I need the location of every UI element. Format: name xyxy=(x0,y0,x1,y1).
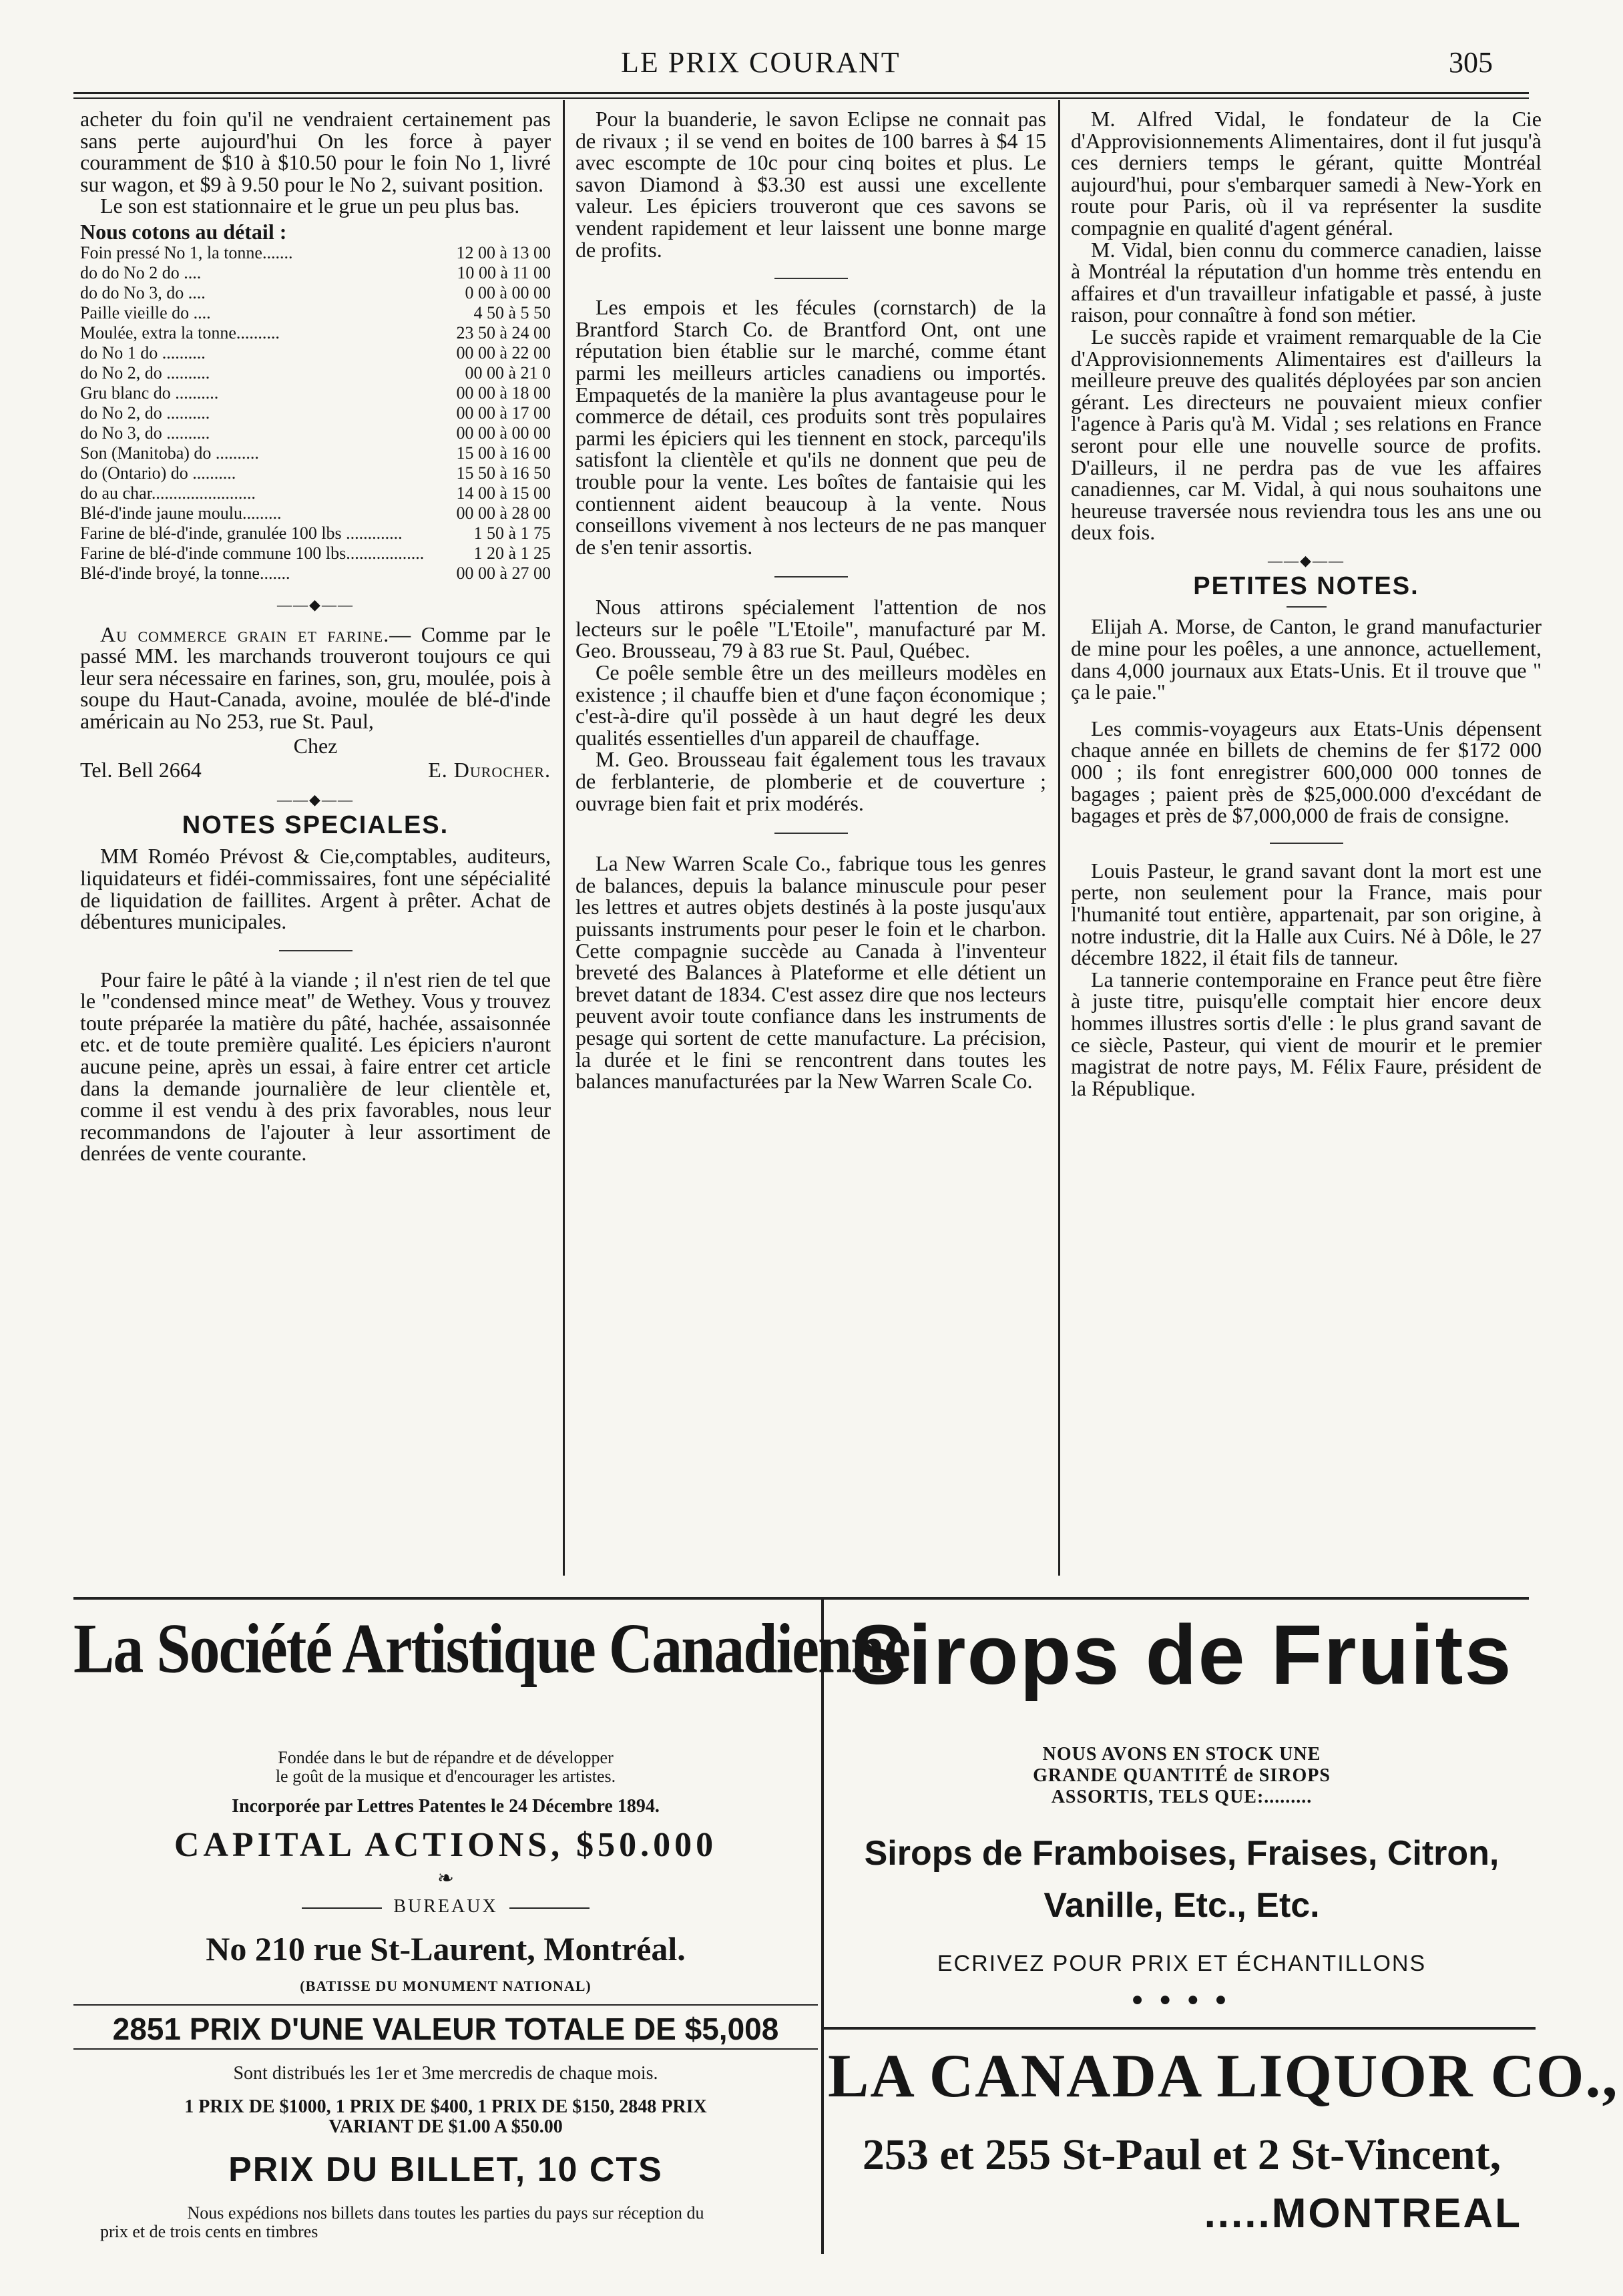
tannery-note: La tannerie contemporaine en France peut être fière à juste titre, puisqu'elle comptait hier encore deux hommes illustres sortis d'elle : le plus grand savant de ce siècle, Pasteur, qui vient de mourir et le premier magistrat de notre pays, M. Félix Faure, président de la République. xyxy=(1071,967,1542,1100)
price-row xyxy=(80,483,551,503)
price-value: 00 00 à 17 00 xyxy=(456,403,551,423)
commerce-text: Comme par le passé MM. les marchands trouveront toujours ce qui leur sera nécessaire en farines, son, gru, moulée, pois à soupe du Haut-Canada, avoine, moulée de blé-d'inde américain au No 253, rue St. Paul, xyxy=(80,622,551,733)
price-row xyxy=(80,303,551,323)
price-item: do No 1 do .......... xyxy=(80,342,206,363)
price-item: Blé-d'inde jaune moulu......... xyxy=(80,503,282,523)
ad-right-stock-3: ASSORTIS, TELS QUE:......... xyxy=(1051,1787,1313,1807)
header-rule-thin xyxy=(73,97,1529,99)
ad-right-company-address: 253 et 255 St-Paul et 2 St-Vincent, xyxy=(862,2130,1501,2179)
column-2 xyxy=(575,108,1046,1092)
price-row xyxy=(80,383,551,403)
price-row xyxy=(80,523,551,543)
ad-left-building: (BATISSE DU MONUMENT NATIONAL) xyxy=(300,1978,592,1994)
ad-left-draws: Sont distribués les 1er et 3me mercredis de chaque mois. xyxy=(233,2063,658,2084)
price-row xyxy=(80,443,551,463)
header-rule xyxy=(73,92,1529,94)
ad-left-incorporated: Incorporée par Lettres Patentes le 24 Décembre 1894. xyxy=(232,1796,660,1817)
publication-title: LE PRIX COURANT xyxy=(621,46,901,79)
ad-right-stock-2: GRANDE QUANTITÉ de SIROPS xyxy=(1033,1765,1331,1786)
ad-right-title: Sirops de Fruits xyxy=(851,1608,1513,1702)
price-value: 00 00 à 27 00 xyxy=(456,563,551,583)
ad-right-flavors-1: Sirops de Framboises, Fraises, Citron, xyxy=(864,1834,1499,1873)
notes-speciales-heading: NOTES SPECIALES. xyxy=(182,811,449,839)
price-value: 00 00 à 28 00 xyxy=(456,503,551,523)
ad-left-prizes-line-1: 1 PRIX DE $1000, 1 PRIX DE $400, 1 PRIX DE $150, 2848 PRIX xyxy=(184,2096,707,2117)
price-row xyxy=(80,283,551,303)
price-value: 4 50 à 5 50 xyxy=(473,302,551,322)
page-number: 305 xyxy=(1449,46,1493,79)
starch-article: Les empois et les fécules (cornstarch) de la Brantford Starch Co. de Brantford Ont, ont une réputation bien établie sur le marché, comme étant parmi les meilleurs articles canadiens ou importés. Empaquetés de la manière la plus avantageuse pour le commerce de détail, ces produits sont très populaires parmi les épiciers qui les tiennent en stock, parcequ'ils satisfont la clientèle et qu'ils ne donnent que peu de trouble pour la vente. Les boîtes de fantaisie qui les contiennent aident beaucoup à la vente. Nous conseillons vivement à nos lecteurs de ne pas manquer de s'en tenir assortis. xyxy=(575,295,1046,559)
price-item: do (Ontario) do .......... xyxy=(80,463,236,483)
stove-article-2: Ce poêle semble être un des meilleurs modèles en existence ; il chauffe bien et d'une façon économique ; c'est-à-dire qu'il possède à un haut degré les deux qualités essentielles d'un appareil de chauffage. xyxy=(575,660,1046,750)
ornament-divider: ——◆—— xyxy=(277,790,354,808)
short-rule xyxy=(279,950,353,951)
price-value: 23 50 à 24 00 xyxy=(456,322,551,342)
price-value: 00 00 à 22 00 xyxy=(456,342,551,363)
price-value: 15 00 à 16 00 xyxy=(456,443,551,463)
price-row xyxy=(80,243,551,263)
soap-article: Pour la buanderie, le savon Eclipse ne connait pas de rivaux ; il se vend en boites de 100 barres à $4 15 avec escompte de 10c pour cinq boites et plus. Le savon Diamond à $3.30 est aussi une excellente valeur. Les épiciers trouveront que ces savons se vendent rapidement et leur laissent une bonne marge de profits. xyxy=(575,107,1046,262)
ad-left-rule xyxy=(73,2048,818,2050)
pasteur-note: Louis Pasteur, le grand savant dont la mort est une perte, non seulement pour la France, mais pour l'humanité tout entière, appartenait, par son origine, à notre industrie, dit la Halle aux Cuirs. Né à Dôle, le 27 décembre 1822, il était fils de tanneur. xyxy=(1071,858,1542,970)
short-rule xyxy=(774,278,848,279)
ad-left-shipping-1: Nous expédions nos billets dans toutes les parties du pays sur réception du xyxy=(187,2203,704,2223)
vidal-article-2: M. Vidal, bien connu du commerce canadien, laisse à Montréal la réputation d'un homme très entendu en affaires et d'un travailleur infatigable et passé, à juste raison, pour connaître à fond son métier. xyxy=(1071,237,1542,327)
price-row xyxy=(80,463,551,483)
ad-left-capital: CAPITAL ACTIONS, $50.000 xyxy=(174,1826,718,1864)
short-rule xyxy=(774,576,848,578)
ad-left-bureaux: BUREAUX xyxy=(393,1896,498,1917)
price-value: 12 00 à 13 00 xyxy=(456,242,551,262)
ad-right-city: .....MONTREAL xyxy=(1204,2191,1522,2237)
bran-text: Le son est stationnaire et le grue un peu plus bas. xyxy=(100,194,520,218)
ornament-divider: ——◆—— xyxy=(1268,551,1345,569)
price-item: do No 2, do .......... xyxy=(80,403,210,423)
ad-right-bullets: ● ● ● ● xyxy=(1131,1988,1232,2010)
price-value: 00 00 à 18 00 xyxy=(456,383,551,403)
ad-left-title: La Société Artistique Canadienne xyxy=(73,1609,910,1688)
price-item: Foin pressé No 1, la tonne....... xyxy=(80,242,293,262)
price-item: do do No 3, do .... xyxy=(80,282,206,302)
short-rule xyxy=(774,833,848,834)
stove-article: Nous attirons spécialement l'attention de nos lecteurs sur le poêle "L'Etoile", manufacturé par M. Geo. Brousseau, 79 à 83 rue St. Paul, Québec. xyxy=(575,595,1046,663)
vidal-article-3: Le succès rapide et vraiment remarquable de la Cie d'Approvisionnements Alimentaires est d'ailleurs la meilleure preuve des qualités déployées par son ancien gérant. Les directeurs ne pouvaient mieux confier l'agence à Paris qu'à M. Vidal ; ses relations en France seront pour elle une nouvelle source de profits. D'ailleurs, il ne perdra pas de vue les affaires canadiennes, car M. Vidal, à qui nous souhaitons une heureuse traversée nous reviendra tous les ans une ou deux fois. xyxy=(1071,324,1542,545)
ornament-divider: ——◆—— xyxy=(277,596,354,613)
ad-left-rule xyxy=(73,2004,818,2006)
column-divider-2 xyxy=(1058,100,1060,1576)
price-table xyxy=(80,243,551,584)
price-row xyxy=(80,503,551,523)
bureaux-rule-left xyxy=(302,1907,382,1909)
price-row xyxy=(80,563,551,584)
note-mince-meat: Pour faire le pâté à la viande ; il n'est rien de tel que le "condensed mince meat" de Wethey. Vous y trouvez toute préparée la matière du pâté, hachée, assaisonnée etc. et de toute première qualité. Les épiciers n'auront aucune peine, après un essai, à faire entrer cet article dans la demande journalière de leur clientèle et, comme il est vendu à des prix favorables, nous leur recommandons de l'ajouter à leur assortiment de denrées de vente courante. xyxy=(80,967,551,1166)
ad-left-founded-2: le goût de la musique et d'encourager les artistes. xyxy=(275,1767,616,1786)
ad-left-founded-1: Fondée dans le but de répandre et de développer xyxy=(278,1748,614,1767)
ad-left-ticket-price: PRIX DU BILLET, 10 CTS xyxy=(228,2150,663,2189)
short-rule xyxy=(1287,606,1327,608)
price-item: do do No 2 do .... xyxy=(80,262,202,282)
page-header xyxy=(0,0,1623,100)
ad-right-stock-1: NOUS AVONS EN STOCK UNE xyxy=(1042,1744,1321,1765)
price-item: do au char........................ xyxy=(80,483,256,503)
ornament-icon: ❧ xyxy=(437,1867,455,1889)
commerce-telephone: Tel. Bell 2664 xyxy=(80,758,202,782)
price-row xyxy=(80,263,551,283)
bureaux-rule-right xyxy=(509,1907,590,1909)
price-item: do No 2, do .......... xyxy=(80,363,210,383)
column-divider-1 xyxy=(563,100,565,1576)
price-item: Farine de blé-d'inde, granulée 100 lbs ............. xyxy=(80,523,403,543)
price-item: Moulée, extra la tonne.......... xyxy=(80,322,280,342)
price-value: 1 20 à 1 25 xyxy=(473,543,551,563)
price-row xyxy=(80,423,551,443)
price-row xyxy=(80,323,551,343)
advertisement-top-rule xyxy=(73,1597,1529,1600)
ad-left-shipping-2: prix et de trois cents en timbres xyxy=(100,2222,318,2241)
advertisement-divider xyxy=(821,1600,824,2254)
price-value: 0 00 à 00 00 xyxy=(465,282,551,302)
price-item: Gru blanc do .......... xyxy=(80,383,219,403)
commerce-chez: Chez xyxy=(293,733,338,758)
ad-right-rule xyxy=(821,2027,1536,2030)
ad-right-company: LA CANADA LIQUOR CO., xyxy=(828,2042,1619,2110)
stove-article-3: M. Geo. Brousseau fait également tous les travaux de ferblanterie, de plomberie et de couverture ; ouvrage bien fait et prix modérés. xyxy=(575,747,1046,815)
price-value: 00 00 à 00 00 xyxy=(456,423,551,443)
price-value: 15 50 à 16 50 xyxy=(456,463,551,483)
price-value: 14 00 à 15 00 xyxy=(456,483,551,503)
price-table-heading: Nous cotons au détail : xyxy=(80,219,287,244)
ad-left-address: No 210 rue St-Laurent, Montréal. xyxy=(206,1930,686,1968)
price-row xyxy=(80,543,551,563)
price-item: Blé-d'inde broyé, la tonne....... xyxy=(80,563,290,583)
price-value: 1 50 à 1 75 xyxy=(473,523,551,543)
price-row xyxy=(80,403,551,423)
note-prevost: MM Roméo Prévost & Cie,comptables, auditeurs, liquidateurs et fidéi-commissaires, font une sépécialité de liquidation de faillites. Argent à prêter. Achat de débentures municipales. xyxy=(80,844,551,934)
ad-left-prizes-total: 2851 PRIX D'UNE VALEUR TOTALE DE $5,008 xyxy=(112,2012,779,2046)
vidal-article: M. Alfred Vidal, le fondateur de la Cie d'Approvisionnements Alimentaires, dont il fut jusqu'à ces derniers temps le gérant, quitte Montréal aujourd'hui, pour s'embarquer samedi à New-York en route pour Paris, où il va représenter la susdite compagnie en qualité d'agent général. xyxy=(1071,107,1542,240)
short-rule xyxy=(1270,843,1343,844)
commercial-travellers-note: Les commis-voyageurs aux Etats-Unis dépensent chaque année en billets de chemins de fer $172 000 000 ; ils font enregistrer 600,000 000 tonnes de bagages ; paient près de $25,000.000 d'excédant de bagages et près de $7,000,000 de frais de consigne. xyxy=(1071,716,1542,828)
ad-right-flavors-2: Vanille, Etc., Etc. xyxy=(1044,1886,1320,1925)
ad-societe-artistique xyxy=(73,1602,910,2257)
morse-note: Elijah A. Morse, de Canton, le grand manufacturier de mine pour les poêles, a une annonce, actuellement, dans 4,000 journaux aux Etats-Unis. Et il trouve que " ça le paie." xyxy=(1071,614,1542,704)
column-3 xyxy=(1071,108,1542,1099)
hay-market-text: acheter du foin qu'il ne vendraient certainement pas sans perte aujourd'hui On les force à payer couramment de $10 à $10.50 pour le foin No 1, livré sur wagon, et $9 à 9.50 pour le No 2, suivant position. xyxy=(80,107,551,196)
scale-article: La New Warren Scale Co., fabrique tous les genres de balances, depuis la balance minuscule pour peser les lettres et autres objets destinés à la poste jusqu'aux puissants instruments pour peser le foin et le charbon. Cette compagnie succède au Canada à l'inventeur breveté des Balances à Plateforme et elle détient un brevet datant de 1834. C'est assez dire que nos lecteurs peuvent avoir toute confiance dans les instruments de pesage qui sortent de cette manufacture. La précision, la durée et le fini se rencontrent dans toutes les balances manufacturées par la New Warren Scale Co. xyxy=(575,851,1046,1094)
price-value: 00 00 à 21 0 xyxy=(465,363,551,383)
price-row xyxy=(80,343,551,363)
price-item: Son (Manitoba) do .......... xyxy=(80,443,259,463)
petites-notes-heading: PETITES NOTES. xyxy=(1193,571,1419,600)
price-item: Farine de blé-d'inde commune 100 lbs.................. xyxy=(80,543,425,563)
price-item: Paille vieille do .... xyxy=(80,302,211,322)
column-1 xyxy=(80,108,551,1164)
price-row xyxy=(80,363,551,383)
price-value: 10 00 à 11 00 xyxy=(457,262,551,282)
commerce-heading: Au commerce grain et farine.— xyxy=(100,622,412,646)
ad-sirops-de-fruits xyxy=(828,1602,1619,2257)
commerce-merchant-name: E. Durocher. xyxy=(428,758,551,782)
ad-left-prizes-line-2: VARIANT DE $1.00 A $50.00 xyxy=(328,2116,563,2137)
ad-right-write-for-prices: ECRIVEZ POUR PRIX ET ÉCHANTILLONS xyxy=(937,1951,1427,1976)
price-item: do No 3, do .......... xyxy=(80,423,210,443)
